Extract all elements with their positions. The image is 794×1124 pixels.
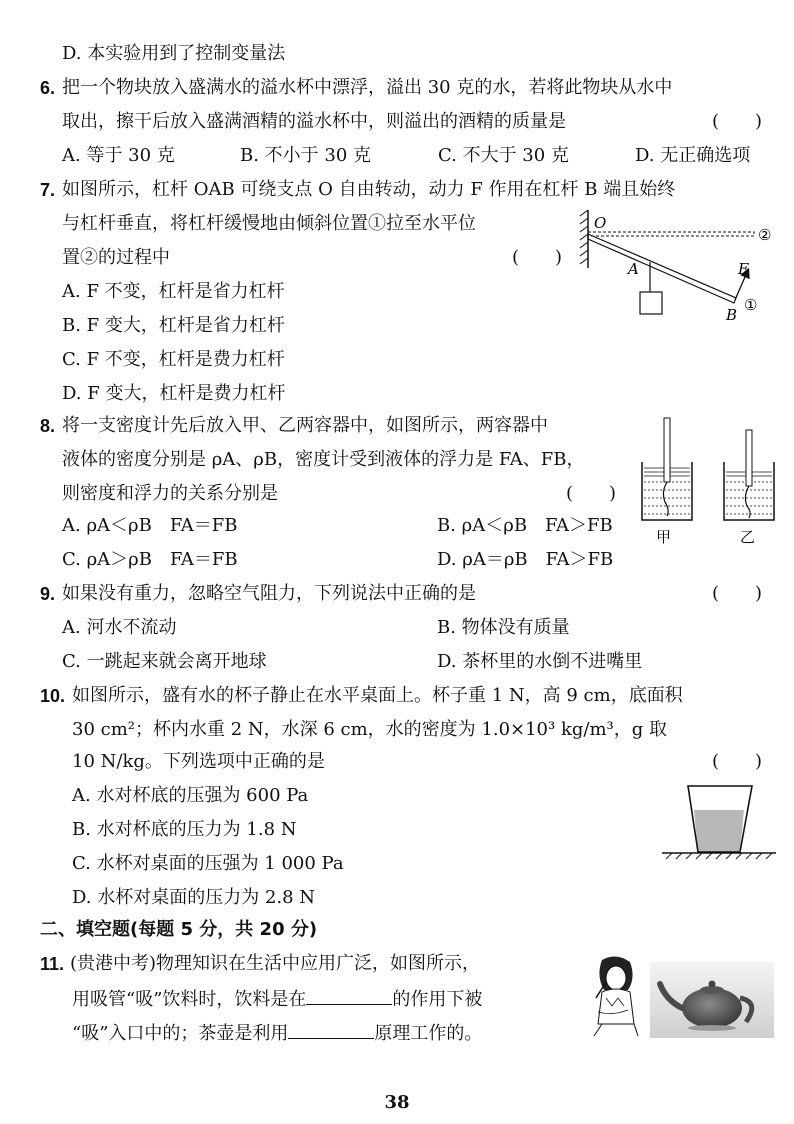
q8-option-a: A. ρA＜ρB FA＝FB <box>62 515 238 536</box>
q7-answer-paren: ( ) <box>512 247 563 268</box>
q5-option-d: D. 本实验用到了控制变量法 <box>62 43 286 64</box>
q8-option-d: D. ρA＝ρB FA＞FB <box>437 549 614 570</box>
lever-diagram <box>578 208 778 328</box>
wall-hatching <box>580 210 588 264</box>
q10-stem-line2: 30 cm²；杯内水重 2 N，水深 6 cm，水的密度为 1.0×10³ kg/m³，g 取 <box>72 719 667 740</box>
label-A: A <box>628 260 639 278</box>
q10-number: 10. <box>40 686 66 706</box>
q8-answer-paren: ( ) <box>566 483 617 504</box>
hydrometer-yi <box>745 430 752 518</box>
label-position-2: ② <box>758 226 772 244</box>
water-in-cup <box>694 810 744 852</box>
q6-option-a: A. 等于 30 克 <box>62 145 175 166</box>
q9-option-c: C. 一跳起来就会离开地球 <box>62 651 267 672</box>
q10-answer-paren: ( ) <box>712 751 763 772</box>
teapot-photo <box>650 962 774 1038</box>
section-2-heading: 二、填空题(每题 5 分，共 20 分) <box>40 919 318 940</box>
label-O: O <box>594 214 607 232</box>
hanging-weight <box>640 292 662 314</box>
q7-stem-line2: 与杠杆垂直，将杠杆缓慢地由倾斜位置①拉至水平位 <box>62 213 476 234</box>
q8-stem-line2: 液体的密度分别是 ρA、ρB，密度计受到液体的浮力是 FA、FB， <box>62 449 585 470</box>
label-jia: 甲 <box>656 528 672 546</box>
q10-option-a: A. 水对杯底的压强为 600 Pa <box>72 785 309 806</box>
hydrometer-diagram <box>634 412 784 572</box>
q9-option-a: A. 河水不流动 <box>62 617 177 638</box>
q9-option-d: D. 茶杯里的水倒不进嘴里 <box>437 651 643 672</box>
cup-on-table-diagram <box>660 780 780 860</box>
q6-number: 6. <box>40 78 56 98</box>
hydrometer-jia <box>663 418 670 516</box>
q8-stem-line1: 将一支密度计先后放入甲、乙两容器中，如图所示，两容器中 <box>62 415 548 436</box>
q10-option-b: B. 水对杯底的压力为 1.8 N <box>72 819 297 840</box>
table-hatching <box>666 853 772 859</box>
q10-option-c: C. 水杯对桌面的压强为 1 000 Pa <box>72 853 344 874</box>
q8-stem-line3: 则密度和浮力的关系分别是 <box>62 483 278 504</box>
girl-drinking-illustration <box>588 954 644 1038</box>
blank-1[interactable] <box>306 986 392 1005</box>
q7-option-a: A. F 不变，杠杆是省力杠杆 <box>62 281 285 302</box>
q6-option-b: B. 不小于 30 克 <box>240 145 372 166</box>
blank-2[interactable] <box>288 1020 374 1039</box>
q11-line2-part1: 用吸管“吸”饮料时，饮料是在 <box>72 989 307 1010</box>
q9-stem-line1: 如果没有重力，忽略空气阻力，下列说法中正确的是 <box>62 583 476 604</box>
q7-stem-line1: 如图所示，杠杆 OAB 可绕支点 O 自由转动，动力 F 作用在杠杆 B 端且始终 <box>62 179 676 200</box>
lever-horizontal-dashed <box>588 232 754 236</box>
q8-option-c: C. ρA＞ρB FA＝FB <box>62 549 238 570</box>
q8-option-b: B. ρA＜ρB FA＞FB <box>437 515 613 536</box>
label-F: F <box>738 260 749 278</box>
q9-option-b: B. 物体没有质量 <box>437 617 570 638</box>
q11-stem-line1: (贵港中考)物理知识在生活中应用广泛，如图所示， <box>70 953 481 974</box>
label-yi: 乙 <box>740 528 756 546</box>
q7-stem-line3: 置②的过程中 <box>62 247 170 268</box>
label-B: B <box>726 306 738 324</box>
q11-stem-line3 <box>72 1020 482 1046</box>
q8-number: 8. <box>40 416 56 436</box>
q11-line3-part1: “吸”入口中的；茶壶是利用 <box>72 1023 289 1044</box>
q7-option-c: C. F 不变，杠杆是费力杠杆 <box>62 349 285 370</box>
q10-stem-line3: 10 N/kg。下列选项中正确的是 <box>72 751 325 772</box>
label-position-1: ① <box>744 296 758 314</box>
q11-number: 11. <box>40 954 65 974</box>
q6-stem-line1: 把一个物块放入盛满水的溢水杯中漂浮，溢出 30 克的水，若将此物块从水中 <box>62 77 673 98</box>
q6-answer-paren: ( ) <box>712 111 763 132</box>
q7-option-d: D. F 变大，杠杆是费力杠杆 <box>62 383 286 404</box>
q6-option-c: C. 不大于 30 克 <box>438 145 569 166</box>
q7-option-b: B. F 变大，杠杆是省力杠杆 <box>62 315 285 336</box>
q6-option-d: D. 无正确选项 <box>635 145 751 166</box>
q11-stem-line2 <box>72 986 482 1012</box>
q9-answer-paren: ( ) <box>712 583 763 604</box>
q9-number: 9. <box>40 584 56 604</box>
q11-line3-part2: 原理工作的。 <box>374 1023 483 1044</box>
q11-line2-part2: 的作用下被 <box>392 989 483 1010</box>
q7-number: 7. <box>40 180 56 200</box>
q6-stem-line2: 取出，擦干后放入盛满酒精的溢水杯中，则溢出的酒精的质量是 <box>62 111 566 132</box>
q10-stem-line1: 如图所示，盛有水的杯子静止在水平桌面上。杯子重 1 N，高 9 cm，底面积 <box>72 685 683 706</box>
page-number: 38 <box>384 1092 410 1113</box>
q10-option-d: D. 水杯对桌面的压力为 2.8 N <box>72 887 316 908</box>
